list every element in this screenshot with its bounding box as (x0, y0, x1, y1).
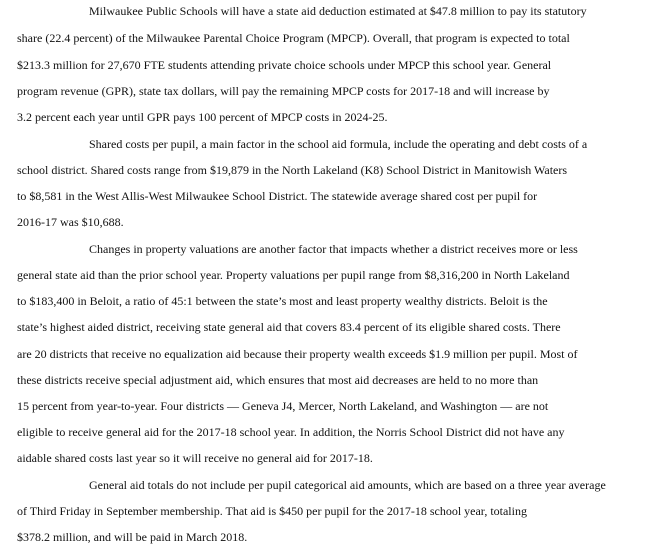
paragraph-2-line-3: to $8,581 in the West Allis-West Milwaukee School District. The statewide average shared cost per pupil for (17, 189, 538, 203)
paragraph-3-line-2: general state aid than the prior school year. Property valuations per pupil range from $8,316,200 in North Lakeland (17, 268, 570, 282)
paragraph-2-line-1: Shared costs per pupil, a main factor in the school aid formula, include the operating and debt costs of a (89, 137, 588, 151)
paragraph-3-line-1: Changes in property valuations are another factor that impacts whether a district receives more or less (89, 242, 578, 256)
paragraph-2-line-4: 2016-17 was $10,688. (17, 215, 124, 229)
paragraph-3-line-4: state’s highest aided district, receiving state general aid that covers 83.4 percent of its eligible shared costs. There (17, 320, 561, 334)
paragraph-3-line-5: are 20 districts that receive no equalization aid because their property wealth exceeds $1.9 million per pupil. Most of (17, 347, 578, 361)
paragraph-1-line-4: program revenue (GPR), state tax dollars, will pay the remaining MPCP costs for 2017-18 and will increase by (17, 84, 550, 98)
paragraph-4-line-2: of Third Friday in September membership. That aid is $450 per pupil for the 2017-18 school year, totaling (17, 504, 527, 518)
paragraph-2-line-2: school district. Shared costs range from $19,879 in the North Lakeland (K8) School District in Manitowish Waters (17, 163, 568, 177)
paragraph-4-line-1: General aid totals do not include per pupil categorical aid amounts, which are based on a three year average (89, 478, 606, 492)
paragraph-1-line-3: $213.3 million for 27,670 FTE students attending private choice schools under MPCP this school year. General (17, 58, 552, 72)
paragraph-3-line-6: these districts receive special adjustment aid, which ensures that most aid decreases are held to no more than (17, 373, 539, 387)
paragraph-3-line-8: eligible to receive general aid for the 2017-18 school year. In addition, the Norris School District did not have any (17, 425, 565, 439)
paragraph-1-line-1: Milwaukee Public Schools will have a state aid deduction estimated at $47.8 million to pay its statutory (89, 4, 587, 18)
paragraph-3-line-7: 15 percent from year-to-year. Four districts — Geneva J4, Mercer, North Lakeland, and Washington — are not (17, 399, 549, 413)
paragraph-3-line-9: aidable shared costs last year so it will receive no general aid for 2017-18. (17, 451, 373, 465)
paragraph-4-line-3: $378.2 million, and will be paid in March 2018. (17, 530, 248, 544)
paragraph-1-line-5: 3.2 percent each year until GPR pays 100 percent of MPCP costs in 2024-25. (17, 110, 388, 124)
paragraph-1-line-2: share (22.4 percent) of the Milwaukee Parental Choice Program (MPCP). Overall, that program is expected to total (17, 31, 570, 45)
paragraph-3-line-3: to $183,400 in Beloit, a ratio of 45:1 between the state’s most and least property wealthy districts. Beloit is the (17, 294, 548, 308)
